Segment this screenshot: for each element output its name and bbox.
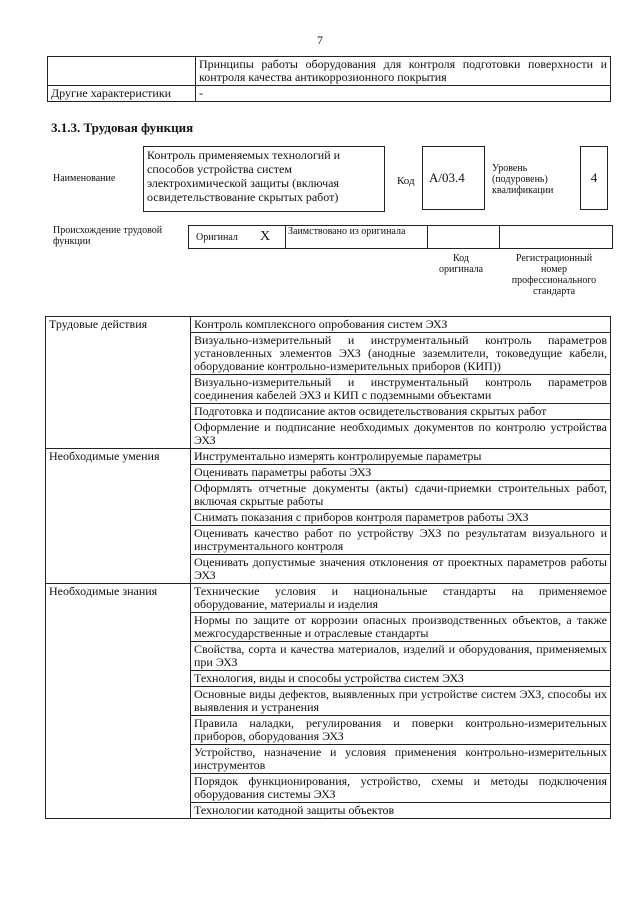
list-item: Визуально-измерительный и инструментальный контроль параметров соединения кабелей ЭХЗ и КИП с подземными объектами [191, 375, 611, 404]
table-row [46, 449, 611, 465]
table-row [48, 57, 611, 86]
section-category: Необходимые знания [46, 584, 191, 819]
list-item: Оформлять отчетные документы (акты) сдачи-приемки строительных работ, включая скрытые работы [191, 481, 611, 510]
list-item: Визуально-измерительный и инструментальный контроль параметров установленных элементов ЭХЗ (анодные заземлители, токоведущие кабели, оборудование контрольно-измерительных приборов (КИП)) [191, 333, 611, 375]
list-item: Контроль комплексного опробования систем ЭХЗ [191, 317, 611, 333]
name-label: Наименование [53, 173, 116, 184]
list-item: Порядок функционирования, устройство, схемы и методы подключения оборудования системы ЭХЗ [191, 774, 611, 803]
original-mark: X [260, 229, 271, 244]
original-cell [189, 226, 286, 248]
list-item: Оценивать качество работ по устройству ЭХЗ по результатам визуального и инструментального контроля [191, 526, 611, 555]
list-item: Технические условия и национальные стандарты на применяемое оборудование, материалы и изделия [191, 584, 611, 613]
list-item: Свойства, сорта и качества материалов, изделий и оборудования, применяемых при ЭХЗ [191, 642, 611, 671]
list-item: Оценивать параметры работы ЭХЗ [191, 465, 611, 481]
section-category: Необходимые умения [46, 449, 191, 584]
origin-table [188, 225, 613, 249]
list-item: Подготовка и подписание актов освидетельствования скрытых работ [191, 404, 611, 420]
list-item: Основные виды дефектов, выявленных при устройстве систем ЭХЗ, способы их выявления и устранения [191, 687, 611, 716]
level-value: 4 [580, 146, 608, 210]
divider [499, 226, 500, 248]
list-item: Технология, виды и способы устройства систем ЭХЗ [191, 671, 611, 687]
table-row [46, 317, 611, 333]
list-item: Оценивать допустимые значения отклонения от проектных параметров работы ЭХЗ [191, 555, 611, 584]
level-label: Уровень (подуровень) квалификации [492, 163, 554, 196]
list-item: Оформление и подписание необходимых документов по контролю устройства ЭХЗ [191, 420, 611, 449]
table-cell: Принципы работы оборудования для контроля подготовки поверхности и контроля качества антикоррозионного покрытия [196, 57, 611, 86]
row-label: Другие характеристики [48, 86, 196, 102]
origin-label: Происхождение трудовой функции [53, 225, 163, 247]
characteristics-table [47, 56, 611, 102]
code-value: A/03.4 [422, 146, 485, 210]
list-item: Нормы по защите от коррозии опасных производственных объектов, а также межгосударственные и отраслевые стандарты [191, 613, 611, 642]
list-item: Технологии катодной защиты объектов [191, 803, 611, 819]
empty-cell [48, 57, 196, 86]
table-row [46, 584, 611, 613]
code-label: Код [397, 175, 415, 187]
reg-caption: Регистрационный номер профессионального стандарта [511, 253, 597, 297]
original-label: Оригинал [196, 232, 238, 243]
borrowed-label: Заимствовано из оригинала [288, 226, 406, 237]
section-title: 3.1.3. Трудовая функция [51, 120, 194, 135]
function-name-box: Контроль применяемых технологий и способов устройства систем электрохимической защиты (включая освидетельствование скрытых работ) [143, 146, 385, 212]
function-content-table [45, 316, 611, 819]
divider [427, 226, 428, 248]
list-item: Инструментально измерять контролируемые параметры [191, 449, 611, 465]
table-cell: - [196, 86, 611, 102]
table-row [48, 86, 611, 102]
page-number: 7 [317, 33, 323, 47]
list-item: Устройство, назначение и условия применения контрольно-измерительных инструментов [191, 745, 611, 774]
code-caption: Код оригинала [438, 253, 484, 275]
list-item: Снимать показания с приборов контроля параметров работы ЭХЗ [191, 510, 611, 526]
list-item: Правила наладки, регулирования и поверки контрольно-измерительных приборов, оборудования ЭХЗ [191, 716, 611, 745]
section-category: Трудовые действия [46, 317, 191, 449]
